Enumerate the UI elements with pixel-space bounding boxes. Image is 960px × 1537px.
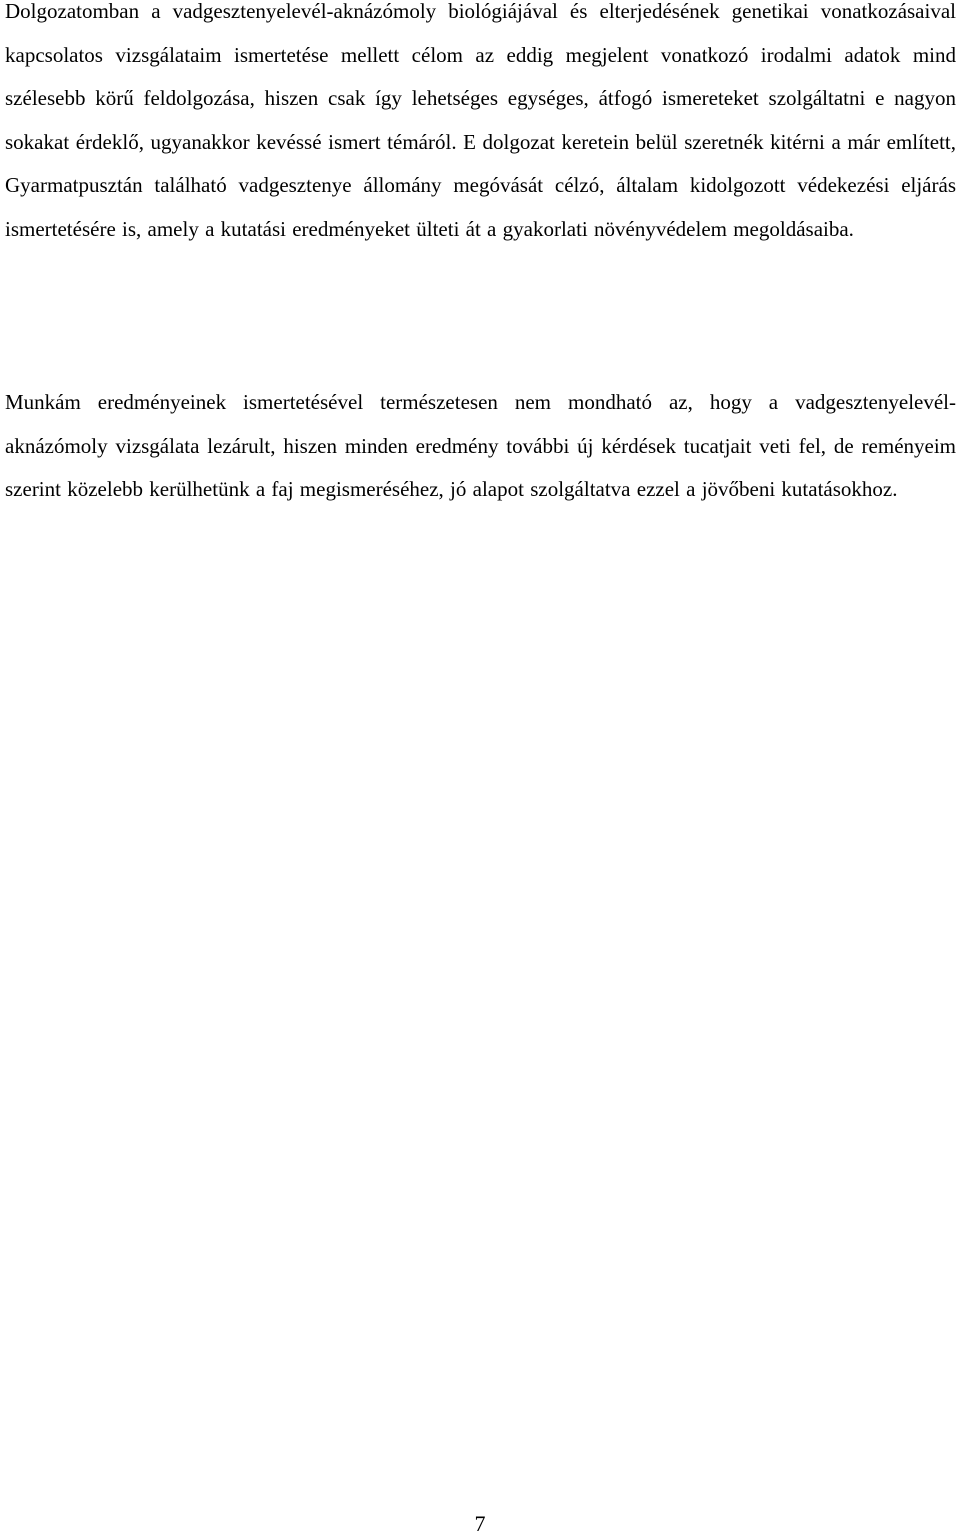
page-number: 7 [474, 1511, 486, 1536]
body-paragraph-1: Dolgozatomban a vadgesztenyelevél-aknázómoly biológiájával és elterjedésének genetikai vonatkozásaival kapcsolatos vizsgálataim ismertetése mellett célom az eddig megjelent vonatkozó irodalmi adatok mind szélesebb körű feldolgozása, hiszen csak így lehetséges egységes, átfogó ismereteket szolgáltatni e nagyon sokakat érdeklő, ugyanakkor kevéssé ismert témáról. E dolgozat keretein belül szeretnék kitérni a már említett, Gyarmatpusztán található vadgesztenye állomány megóvását célzó, általam kidolgozott védekezési eljárás ismertetésére is, amely a kutatási eredményeket ülteti át a gyakorlati növényvédelem megoldásaiba. [5, 0, 956, 241]
body-paragraph-2: Munkám eredményeinek ismertetésével természetesen nem mondható az, hogy a vadgesztenyelevél-aknázómoly vizsgálata lezárult, hiszen minden eredmény további új kérdések tucatjait veti fel, de reményeim szerint közelebb kerülhetünk a faj megismeréséhez, jó alapot szolgáltatva ezzel a jövőbeni kutatásokhoz. [5, 390, 956, 502]
